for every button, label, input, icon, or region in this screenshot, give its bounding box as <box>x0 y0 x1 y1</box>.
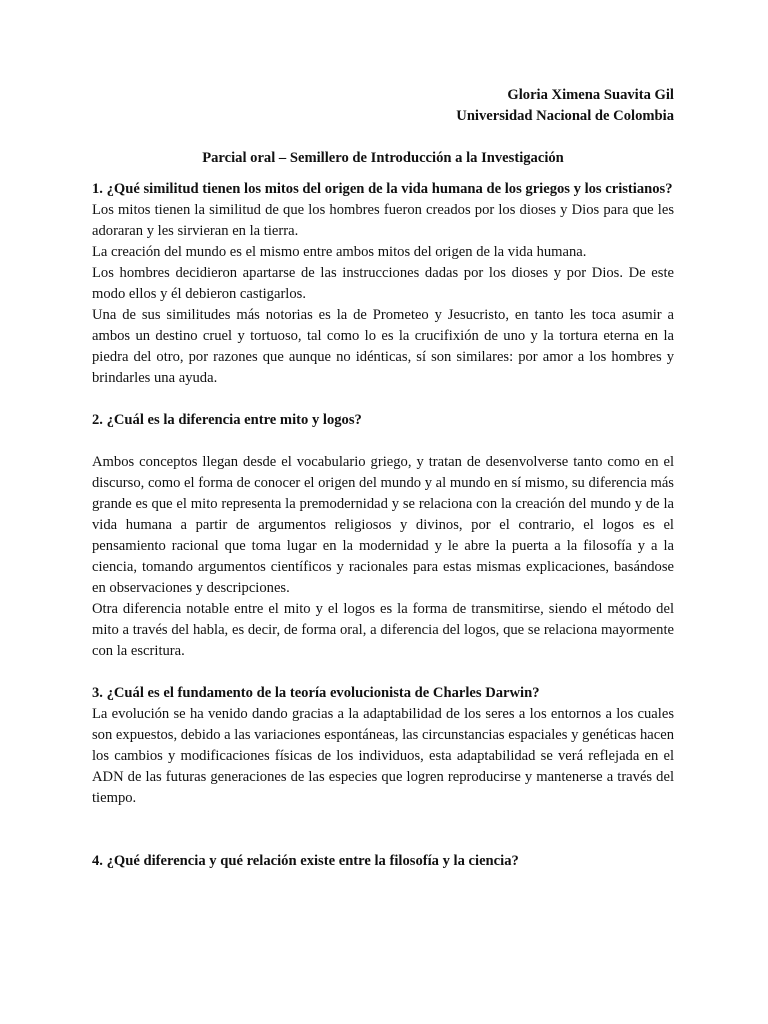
question-4: 4. ¿Qué diferencia y qué relación existe entre la filosofía y la ciencia? <box>92 853 519 869</box>
answer-1-paragraph-4: Una de sus similitudes más notorias es la de Prometeo y Jesucristo, en tanto les toca asumir a ambos un destino cruel y tortuoso, tal como lo es la crucifixión de uno y la tortura eterna en la piedra del otro, por razones que aunque no idénticas, sí son similares: por amor a los hombres y brindarles una ayuda. <box>92 307 674 386</box>
document-title: Parcial oral – Semillero de Introducción a la Investigación <box>202 150 564 166</box>
section-3 <box>92 683 674 809</box>
section-2 <box>92 410 674 662</box>
answer-1-paragraph-1: Los mitos tienen la similitud de que los hombres fueron creados por los dioses y Dios para que les adoraran y les sirvieran en la tierra. <box>92 202 674 239</box>
institution-name: Universidad Nacional de Colombia <box>456 108 674 124</box>
answer-2-paragraph-2: Otra diferencia notable entre el mito y el logos es la forma de transmitirse, siendo el método del mito a través del habla, es decir, de forma oral, a diferencia del logos, que se relaciona mayormente con la escritura. <box>92 601 674 659</box>
author-name: Gloria Ximena Suavita Gil <box>507 87 674 103</box>
answer-1-paragraph-3: Los hombres decidieron apartarse de las instrucciones dadas por los dioses y por Dios. De este modo ellos y él debieron castigarlos. <box>92 265 674 302</box>
document-page <box>92 85 674 872</box>
answer-3-paragraph-1: La evolución se ha venido dando gracias a la adaptabilidad de los seres a los entornos a los cuales son expuestos, debido a las variaciones espontáneas, las circunstancias espaciales y genéticas hacen los cambios y modificaciones físicas de los individuos, esta adaptabilidad se verá reflejada en el ADN de las futuras generaciones de las especies que logren reproducirse y mantenerse a través del tiempo. <box>92 706 674 806</box>
question-1: 1. ¿Qué similitud tienen los mitos del origen de la vida humana de los griegos y los cristianos? <box>92 181 673 197</box>
question-3: 3. ¿Cuál es el fundamento de la teoría evolucionista de Charles Darwin? <box>92 685 540 701</box>
answer-2-paragraph-1: Ambos conceptos llegan desde el vocabulario griego, y tratan de desenvolverse tanto como en el discurso, como el forma de conocer el origen del mundo y al mundo en sí mismo, su diferencia más grande es que el mito representa la premodernidad y se relaciona con la creación del mundo y de la vida humana a partir de argumentos religiosos y divinos, por el contrario, el logos es el pensamiento racional que toma lugar en la modernidad y le abre la puerta a la filosofía y a la ciencia, tomando argumentos científicos y racionales para estas mismas explicaciones, basándose en observaciones y descripciones. <box>92 454 674 596</box>
author-block <box>92 85 674 127</box>
question-2: 2. ¿Cuál es la diferencia entre mito y logos? <box>92 412 362 428</box>
section-1 <box>92 179 674 389</box>
section-4 <box>92 851 674 872</box>
answer-1-paragraph-2: La creación del mundo es el mismo entre ambos mitos del origen de la vida humana. <box>92 244 587 260</box>
